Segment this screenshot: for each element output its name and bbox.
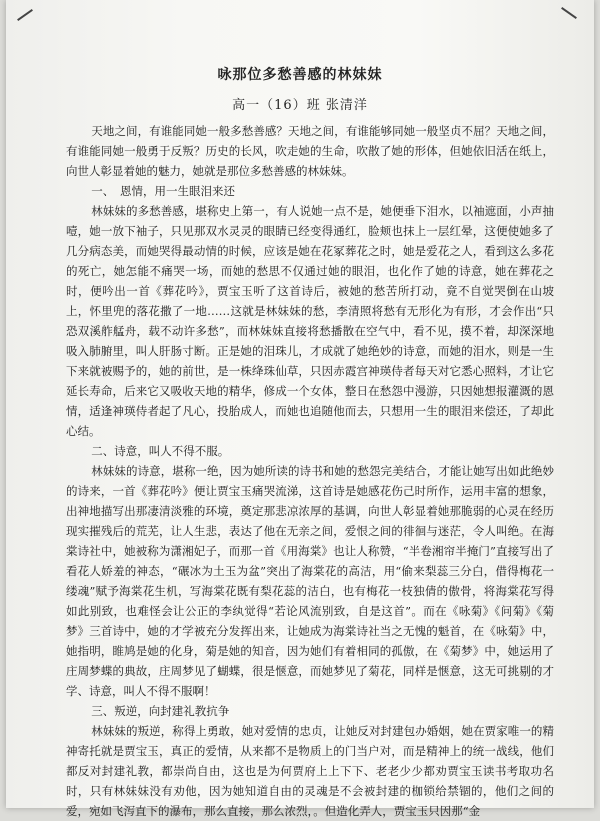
body-paragraph: 林妹妹的叛逆，称得上勇敢，她对爱情的忠贞，让她反对封建包办婚姻，她在贾家唯一的精神寄托就是贾宝玉，真正的爱情，从来都不是物质上的门当户对，而是精神上的统一战线，他们都反对封建礼教，都崇尚自由，这也是为何贾府上上下下、老老少少都劝贾宝玉读书考取功名时，只有林妹妹没有劝他，因为她知道自由的灵魂是不会被封建的枷锁给禁锢的，他们之间的爱，宛如飞泻直下的瀑布，那么直接，那么浓烈，。但造化弄人，贾宝玉只因那“金 (66, 724, 554, 818)
body-paragraph: 林妹妹的诗意，堪称一绝，因为她所读的诗书和她的愁怨完美结合，才能让她写出如此绝妙的诗来，一首《葬花吟》便让贾宝玉痛哭流涕，这首诗是她感花伤己时所作，运用丰富的想象，出神地描写出那凄清淡雅的环境，奠定那悲凉浓厚的基调，向世人彰显着她那脆弱的心灵在经历现实摧残后的荒芜，让人生悲，表达了他在无亲之间，爱恨之间的徘徊与迷茫，令人叫绝。在海棠诗社中，她被称为潇湘妃子，而那一首《用海棠》也让人称赞，“半卷湘帘半掩门”直接写出了看花人娇羞的神态，“碾冰为土玉为盆”突出了海棠花的高洁，用“偷来梨蕊三分白，借得梅花一缕魂”赋予海棠花生机，写海棠花既有梨花蕊的洁白，也有梅花一枝独倩的傲骨，将海棠花写得如此别致，也难怪会让公正的李纨觉得“若论风流别致，自是这首”。而在《咏菊》《问菊》《菊梦》三首诗中，她的才学被充分发挥出来，让她成为海棠诗社当之无愧的魁首，在《咏菊》中，她指明，睢鸠是她的化身，菊是她的知音，因为她们有着相同的孤傲，在《菊梦》中，她运用了庄周梦蝶的典故，庄周梦见了蝴蝶，很是惬意，而她梦见了菊花，同样是惬意，这无可挑剔的才学、诗意，叫人不得不服啊！ (66, 464, 554, 698)
intro-paragraph: 天地之间，有谁能同她一般多愁善感？天地之间，有谁能够同她一般坚贞不屈？天地之间，有谁能同她一般勇于反叛？历史的长风，吹走她的生命，吹散了她的形体，但她依旧活在纸上，向世人彰显着她的魅力，她就是那位多愁善感的林妹妹。 (66, 124, 554, 178)
section-heading: 二、诗意，叫人不得不服。 (91, 444, 230, 458)
essay-body (66, 121, 554, 821)
pencil-mark (17, 9, 33, 21)
section-heading: 一、 恩情，用一生眼泪来还 (91, 184, 236, 198)
section-heading: 三、叛逆，向封建礼教抗争 (91, 704, 230, 718)
pencil-mark (561, 7, 577, 19)
document-page (6, 0, 594, 818)
body-paragraph: 林妹妹的多愁善感，堪称史上第一，有人说她一点不是，她便垂下泪水，以袖遮面，小声抽噎，她一放下袖子，只见那双水灵灵的眼睛已经变得通红，脸颊也抹上一层红晕，这便使她多了几分病态美，而她哭得最动情的时候，应该是她在花冢葬花之时，她是爱花之人，看到这么多花的死亡，她怎能不痛哭一场，而她的愁思不仅通过她的眼泪，也化作了她的诗意，她在葬花之时，便吟出一首《葬花吟》，贾宝玉听了这首诗后，被她的愁苦所打动，竟不自觉哭倒在山坡上，怀里兜的落花撒了一地……这就是林妹妹的愁，李清照将愁有无形化为有形，才会作出“只恐双溪舴艋舟，载不动许多愁”，而林妹妹直接将愁播散在空气中，看不见，摸不着，却深深地吸入肺腑里，叫人肝肠寸断。正是她的泪珠儿，才成就了她绝妙的诗意，而她的泪水，则是一生下来就被赐予的，她的前世，是一株绛珠仙草，只因赤霞宫神瑛侍者每天对它悉心照料，才让它延长寿命，后来它又吸收天地的精华，修成一个女体，整日在愁怨中漫游，只因她想报灌溉的恩情，适逢神瑛侍者起了凡心，投胎成人，而她也追随他而去，只想用一生的眼泪来偿还，了却此心结。 (66, 204, 554, 438)
author-byline: 高一（16）班 张清洋 (232, 98, 368, 113)
essay-title: 咏那位多愁善感的林妹妹 (217, 67, 383, 83)
